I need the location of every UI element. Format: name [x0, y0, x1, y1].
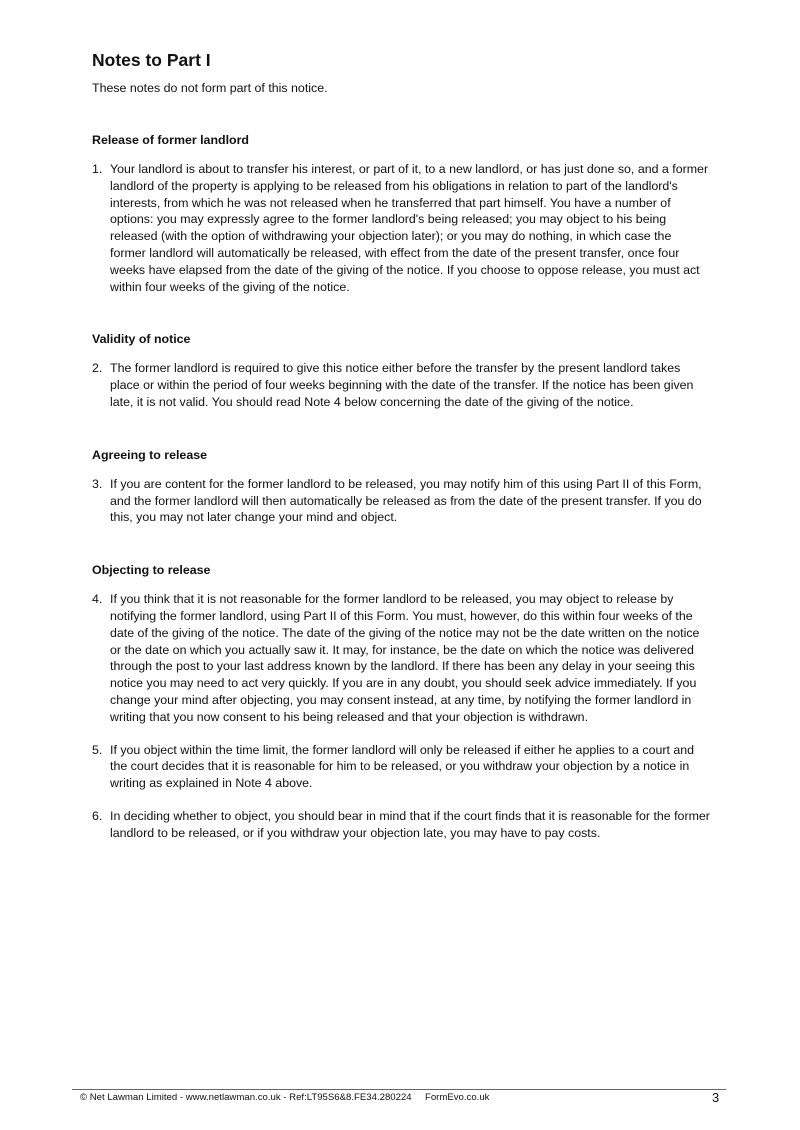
note-4	[92, 591, 710, 725]
note-number: 6.	[92, 808, 103, 823]
notes-page	[92, 48, 710, 842]
note-5	[92, 742, 710, 792]
note-text: Your landlord is about to transfer his interest, or part of it, to a new landlord, or has just done so, and a former landlord of the property is applying to be released from his obligations in relation to part of the landlord's interests, from which he was not released when he transferred that part himself. You have a number of options: you may expressly agree to the former landlord's being released; you may object to his being released (with the option of withdrawing your objection later); or you may do nothing, in which case the former landlord will automatically be released, with effect from the date of the present transfer, once four weeks have elapsed from the date of the giving of the notice. If you choose to oppose release, you must act within four weeks of the giving of the notice.	[110, 162, 709, 294]
section-release-of-former-landlord	[92, 132, 710, 295]
note-text: If you are content for the former landlord to be released, you may notify him of this using Part II of this Form, and the former landlord will then automatically be released as from the date of the present transfer. If you do this, you may not later change your mind and object.	[110, 476, 702, 525]
notes-list	[92, 161, 710, 295]
section-heading: Objecting to release	[92, 563, 211, 578]
page-number: 3	[712, 1090, 720, 1105]
note-number: 3.	[92, 476, 103, 491]
section-validity-of-notice	[92, 331, 710, 410]
note-3	[92, 476, 710, 526]
section-objecting-to-release	[92, 562, 710, 841]
footer-divider	[72, 1089, 726, 1090]
note-6	[92, 808, 710, 842]
note-text: In deciding whether to object, you should bear in mind that if the court finds that it is reasonable for the former landlord to be released, or if you withdraw your objection late, you may have to pay costs.	[110, 808, 710, 840]
page-title: Notes to Part I	[92, 50, 211, 70]
section-heading: Validity of notice	[92, 332, 191, 347]
section-heading: Release of former landlord	[92, 133, 249, 147]
section-heading: Agreeing to release	[92, 447, 208, 462]
note-text: If you think that it is not reasonable for the former landlord to be released, you may object to release by notifying the former landlord, using Part II of this Form. You must, however, do this within four weeks of the date of the giving of the notice. The date of the giving of the notice may not be the date written on the notice or the date on which you actually saw it. It may, for instance, be the date on which the notice was delivered through the post to your last address known by the landlord. If there has been any delay in your seeing this notice you may need to act very quickly. If you are in any doubt, you should seek advice immediately. If you change your mind after objecting, you may consent instead, at any time, by notifying the former landlord in writing that you now consent to his being released and that your objection is withdrawn.	[110, 592, 700, 724]
notes-list	[92, 591, 710, 841]
note-number: 4.	[92, 592, 103, 607]
notes-list	[92, 360, 710, 410]
note-1	[92, 161, 710, 295]
page-subtitle: These notes do not form part of this notice.	[92, 81, 328, 95]
section-agreeing-to-release	[92, 447, 710, 526]
note-number: 5.	[92, 742, 103, 757]
note-text: The former landlord is required to give this notice either before the transfer by the present landlord takes place or within the period of four weeks beginning with the date of the transfer. If the notice has been given late, it is not valid. You should read Note 4 below concerning the date of the giving of the notice.	[110, 361, 694, 409]
notes-list	[92, 476, 710, 526]
note-number: 1.	[92, 162, 103, 176]
note-number: 2.	[92, 361, 103, 376]
footer-copyright: © Net Lawman Limited - www.netlawman.co.uk - Ref:LT95S6&8.FE34.280224 FormEvo.co.uk	[80, 1092, 490, 1103]
note-text: If you object within the time limit, the former landlord will only be released if either he applies to a court and the court decides that it is reasonable for him to be released, or you withdraw your objection by a notice in writing as explained in Note 4 above.	[110, 742, 695, 791]
note-2	[92, 360, 710, 410]
